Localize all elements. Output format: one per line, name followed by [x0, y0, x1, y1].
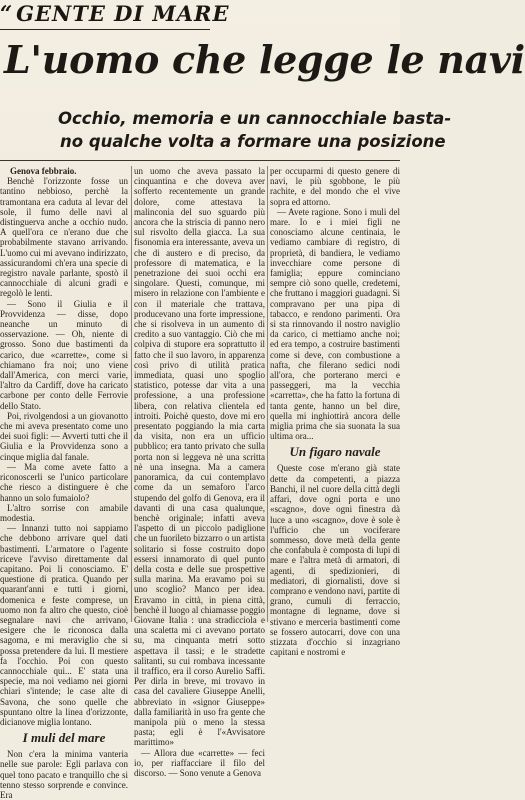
- section-subheading: I muli del mare: [22, 730, 106, 746]
- column-tag-rule: [0, 29, 210, 30]
- article-column-1: [0, 166, 128, 800]
- article-column-2: [134, 166, 265, 778]
- column-tag-label: GENTE DI MARE: [16, 1, 230, 26]
- dateline: Genova febbraio.: [10, 166, 77, 176]
- paragraph: per occuparmi di questo genere di navi, le più sgobbone, le più rachite, e del mondo che el vive sopra ed attorno.: [270, 166, 400, 207]
- quote-mark: “: [0, 1, 14, 26]
- paragraph: Benchè l'orizzonte fosse un tantino nebbioso, perchè la tramontana era caduta al levar del sole, il fumo delle navi al distinguerva anche a occhio nudo. A quell'ora ce n'erano due che probabilmente stavano arrivando. L'uomo cui mi avevano indirizzato, assicurandomi ch'era una specie di registro navale parlante, spostò il cannocchiale di alcuni gradi e regolò le lenti.: [0, 176, 128, 299]
- section-subheading: Un figaro navale: [289, 444, 381, 460]
- paragraph: un uomo che aveva passato la cinquantina e che doveva aver sofferto recentemente un grande dolore, come attestava la malinconia del suo sguardo più ancora che la striscia di panno nero sul risvolto della giacca. La sua fisonomia era interessante, aveva un che di austero e di preciso, da professore di matematica, e la penetrazione dei suoi occhi era singolare. Questi, comunque, mi misero in relazione con l'ambiente e con il materiale che trattava, producevano una forte impressione, che si risolveva in un aumento di credito a suo vantaggio. Ciò che mi colpiva di stupore era soprattutto il fatto che il suo lavoro, in apparenza così privo di utilità pratica immediata, quasi uno spoglio statistico, potesse dar vita a una professione, a una professione libera, con relativa clientela ed introiti. Poichè questo, dove mi ero presentato poggiando la mia carta da visita, non era un ufficio pubblico; era tanto privato che sulla porta non si leggeva nè una scritta nè una insegna. Ma a camera panoramica, da cui contemplavo come da un semaforo l'arco stupendo del golfo di Genova, era il davanti di una casa qualunque, benchè originale; infatti aveva l'aspetto di un piccolo padiglione che un fuorileto bizzarro o un artista solitario si fosse costruito dopo essersi innamorato di quel punto della costa e delle sue prospettive sulla marina. Ma eravamo poi su uno scoglio? Manco per idea. Eravamo in città, in piena città, benchè il luogo al chiamasse poggio Giovane Italia : una stradicciola e una scaletta mi ci avevano portato su, ma cinquanta metri sotto aspettava il tassì; e le stradette salitanti, su cui rombava incessante il traffico, era il corso Aurelio Saffi. Per dirla in breve, mi trovavo in casa del cavaliere Giuseppe Anelli, abbreviato in «signor Giuseppe» dalla familiarità in uso fra gente che manipola più o meno la stessa pasta; egli è l'«Avvisatore marittimo»: [134, 166, 265, 748]
- paragraph: — Allora due «carrette» — feci io, per riaffacciare il filo del discorso. — Sono venute a Genova: [134, 747, 265, 778]
- paragraph: — Sono il Giulia e il Provvidenza — disse, dopo neanche un minuto di osservazione. — Oh, niente di grosso. Sono due bastimenti da carico, due «carrette», come si chiamano fra noi; uno viene dall'America, con merci varie, l'altro da Cardiff, dove ha caricato carbone per conto delle Ferrovie dello Stato.: [0, 298, 128, 411]
- headline: L'uomo che legge le navi: [4, 37, 525, 82]
- subtitle-line-1: Occhio, memoria e un cannocchiale basta-: [58, 109, 452, 128]
- paragraph: Non c'era la minima vanteria nelle sue parole: Egli parlava con quel tono pacato e tranquillo che si tenno stesso sorprende e convince. Era: [0, 749, 128, 800]
- header-divider: [0, 160, 400, 161]
- paragraph: L'altro sorrise con amabile modestia.: [0, 502, 128, 523]
- paragraph: Poi, rivolgendosi a un giovanotto che mi aveva presentato come uno dei suoi figli: — Avverti tutti che il Giulia e la Provvidenza sono a cinque miglia dal fanale.: [0, 410, 128, 462]
- paragraph: — Innanzi tutto noi sappiamo che debbono arrivare quel dati bastimenti. L'armatore o l'agente riceve l'avviso direttamente dal capitano. Poi li conosciamo. E' questione di pratica. Quando per quarant'anni e tutti i giorni, domenica e feste comprese, un uomo non fa altro che questo, cioè segnalare navi che arrivano, esigere che le riconosca dalla sagoma, e mi meraviglio che si possa pretendere da lui. Il mestiere fa l'occhio. Poi con questo cannocchiale qui... E' stata una specie, ma noi vediamo nei giorni chiari s'intende; le case alte di Savona, che sono quelle che spuntano oltre la linea d'orizzonte, dicianove miglia lontano.: [0, 523, 128, 727]
- subtitle-line-2: no qualche volta a formare una posizione: [60, 132, 446, 151]
- column-tag: [0, 1, 230, 27]
- paragraph: Queste cose m'erano già state dette da competenti, a piazza Banchi, il nel cuore della città degli affari, dove ogni porta e uno «scagno», dove ogni finestra dà luce a uno «scagno», dove è sole è l'ufficio che un vociferare sommesso, dove metà della gente che confabula è composta di lupi di mare e l'altra metà di armatori, di agenti, di spedizionieri, di mediatori, di giornalisti, dove si comprano e vendono navi, partite di grano, cumuli di ferraccio, montagne di legname, dove si stivano e merceria bastimenti come se fossero autocarri, dove con una stizzata d'occhio si inzagriano capitani e nostromi e: [270, 463, 400, 658]
- column-rule: [267, 166, 268, 622]
- article-column-3: [270, 166, 400, 658]
- paragraph: — Avete ragione. Sono i muli del mare. Io e i miei figli ne conosciamo alcune centinaia, le vediamo cambiare di registro, di proprietà, di bandiera, le vediamo invecchiare come persone di famiglia; eppure cominciano sempre ciò sono quelle, credetemi, che fruttano i maggiori guadagni. Si compravano per una pipa di tabacco, e rendono parimenti. Ora si sta rinnovando il nostro naviglio da carico, ci mettiamo anche noi; ed era tempo, a costruire bastimenti come si deve, con combustione a nafta, che filerano sedici nodi all'ora, che porterano merci e passeggeri, ma la vecchia «carretta», che ha fatto la fortuna di tanta gente, hanno un bel dire, quella mi inghiottirà ancora delle miglia prima che sia suonata la sua ultima ora...: [270, 206, 400, 442]
- column-rule: [131, 166, 132, 622]
- paragraph: — Ma come avete fatto a riconoscerli se l'unico particolare che riesco a distinguere è che hanno un solo fumaiolo?: [0, 461, 128, 503]
- subtitle: [58, 107, 452, 153]
